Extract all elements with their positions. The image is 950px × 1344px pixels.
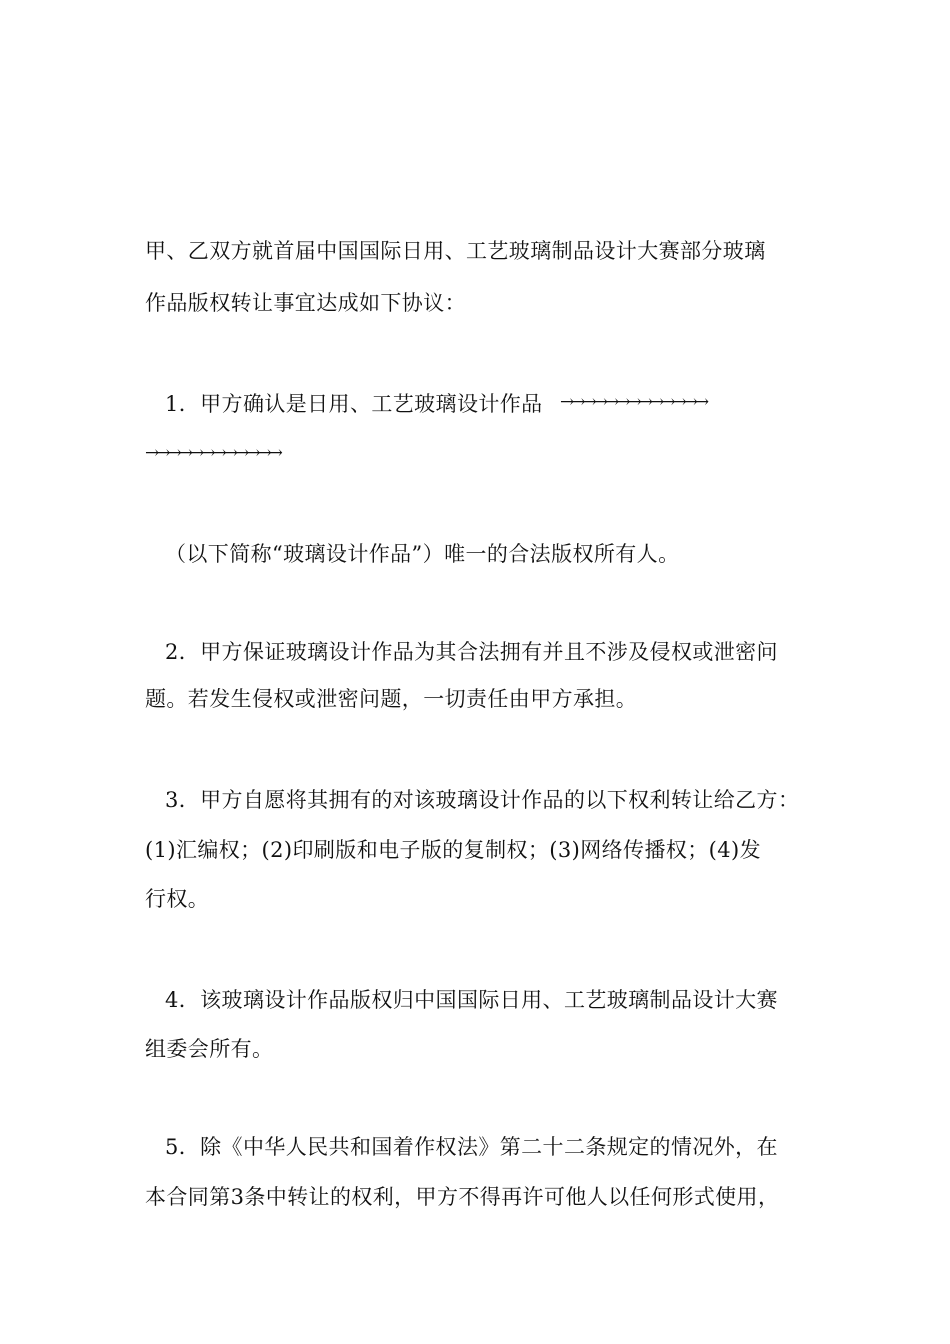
intro-line-1: 甲、乙双方就首届中国国际日用、工艺玻璃制品设计大赛部分玻璃 [145,239,766,263]
clause-3-line-3: 行权。 [145,887,210,911]
clause-2-line-1: 2．甲方保证玻璃设计作品为其合法拥有并且不涉及侵权或泄密问 [165,640,778,664]
clause-2-line-2: 题。若发生侵权或泄密问题，一切责任由甲方承担。 [145,687,638,711]
clause-4-line-2: 组委会所有。 [145,1037,274,1061]
clause-1-line-2: （以下简称“玻璃设计作品”）唯一的合法版权所有人。 [165,542,680,566]
clause-1-arrow-fill-2: →→→→→→→→→→→→ [145,443,280,463]
clause-3-line-2: (1)汇编权；(2)印刷版和电子版的复制权；(3)网络传播权；(4)发 [145,838,761,862]
clause-1-line-1: 1．甲方确认是日用、工艺玻璃设计作品 [165,392,543,416]
intro-line-2: 作品版权转让事宜达成如下协议： [145,291,466,315]
clause-3-line-1: 3．甲方自愿将其拥有的对该玻璃设计作品的以下权利转让给乙方： [165,788,800,812]
clause-4-line-1: 4．该玻璃设计作品版权归中国国际日用、工艺玻璃制品设计大赛 [165,988,778,1012]
clause-1-arrow-fill-1: →→→→→→→→→→→→→ [560,392,707,412]
clause-5-line-2: 本合同第3条中转让的权利，甲方不得再许可他人以任何形式使用， [145,1185,780,1209]
clause-5-line-1: 5．除《中华人民共和国着作权法》第二十二条规定的情况外，在 [165,1135,778,1159]
